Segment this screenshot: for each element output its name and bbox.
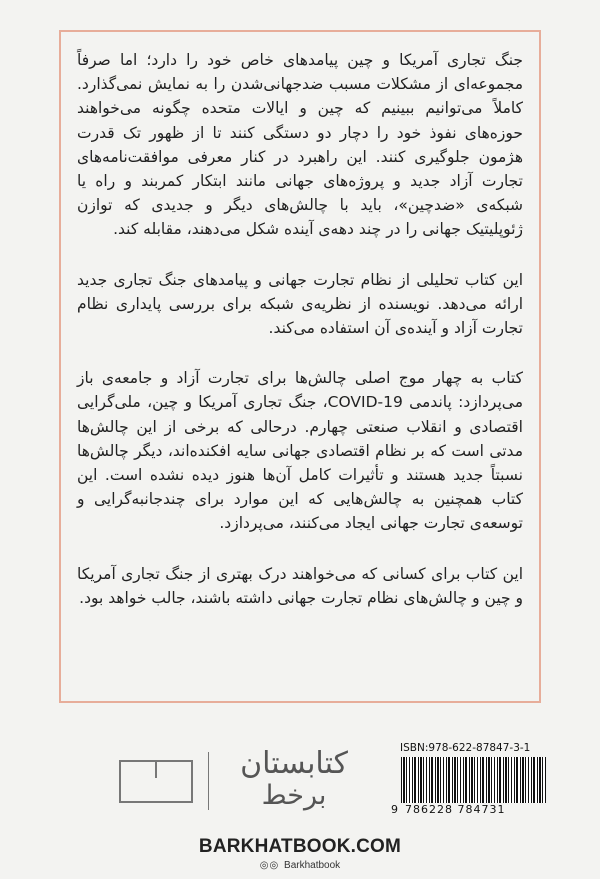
isbn-label: ISBN:978-622-87847-3-1 <box>400 742 531 754</box>
social-handle <box>0 860 600 871</box>
barcode-number: 786228 784731 <box>405 803 506 816</box>
publisher-name: کتابستان <box>240 746 348 781</box>
back-cover-text <box>77 48 523 636</box>
social-icons: ◎◎ <box>259 860 280 871</box>
book-logo-icon <box>119 760 193 803</box>
barcode-lead-digit: 9 <box>391 803 398 816</box>
paragraph-4: این کتاب برای کسانی که می‌خواهند درک بهتری از جنگ تجاری آمریکا و چین و چالش‌های نظام تجارت جهانی داشته باشند، جالب خواهد بود. <box>77 564 523 607</box>
paragraph-2: این کتاب تحلیلی از نظام تجارت جهانی و پیامدهای جنگ تجاری جدید ارائه می‌دهد. نویسنده از نظریه‌ی شبکه برای بررسی پایداری نظام تجارت آزاد و آینده‌ی آن استفاده می‌کند. <box>77 270 523 338</box>
website-url: BARKHATBOOK.COM <box>198 836 402 857</box>
paragraph-1: جنگ تجاری آمریکا و چین پیامدهای خاص خود را دارد؛ اما صرفاً مجموعه‌ای از مشکلات مسبب ضدجهانی‌شدن را به نمایش نمی‌گذارد. کاملاً می‌توانیم ببینیم که چین و ایالات متحده چگونه می‌خواهند حوزه‌های نفوذ خود را دچار دو دستگی کنند تا از ظهور تک قدرت هژمون جلوگیری کنند. این راهبرد در کنار معرفی موافقت‌نامه‌های تجارت آزاد جدید و پروژه‌های جهانی مانند ابتکار کمربند و راه یا شبکه‌ی «ضدچین»، باید با چالش‌های دیگر و جدیدی که توازن ژئوپلیتیک جهانی را در چند دهه‌ی آینده شکل می‌دهند، مقابله کند. <box>77 51 523 239</box>
publisher-subtitle: برخط <box>261 780 327 811</box>
barcode-icon <box>401 757 546 803</box>
logo-divider <box>208 752 209 810</box>
paragraph-3: کتاب به چهار موج اصلی چالش‌ها برای تجارت آزاد و جامعه‌ی باز می‌پردازد: پاندمی COVID-19، جنگ تجاری آمریکا و چین، ملی‌گرایی اقتصادی و انقلاب صنعتی چهارم. درحالی که برخی از این چالش‌ها مدتی است که بر نظام اقتصادی جهانی سایه افکنده‌اند، دیگر چالش‌ها نسبتاً جدید هستند و تأثیرات کامل آن‌ها هنوز دیده نشده است. این کتاب همچنین به چالش‌هایی که این موارد برای چندجانبه‌گرایی و توسعه‌ی تجارت جهانی ایجاد می‌کنند، می‌پردازد. <box>77 369 524 533</box>
social-handle-text: Barkhatbook <box>284 860 341 871</box>
